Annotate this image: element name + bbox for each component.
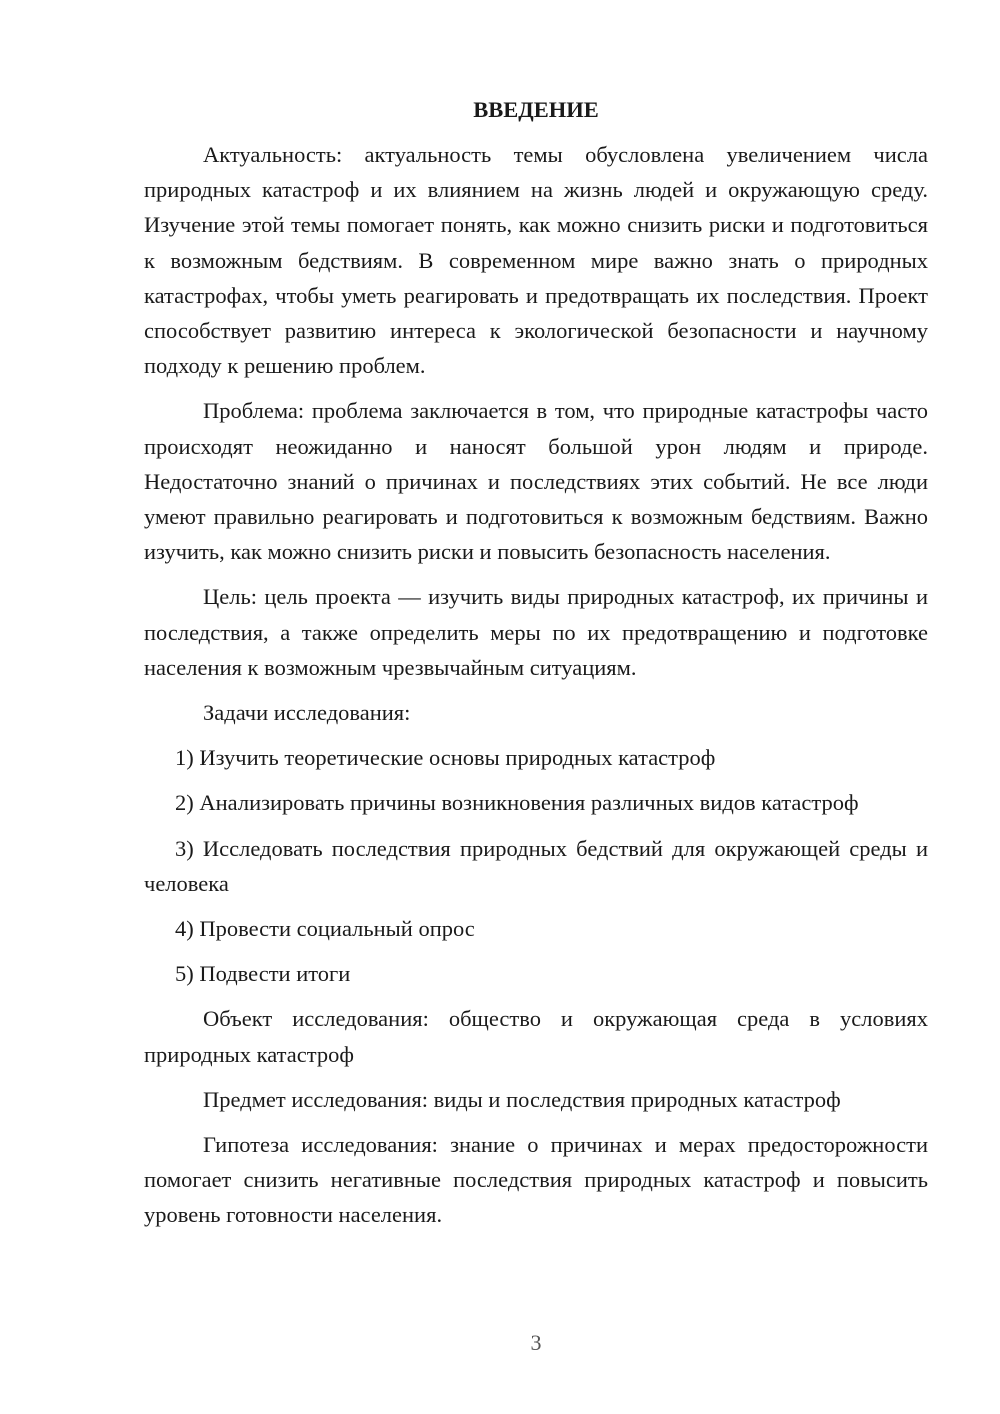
page-number: 3 [530,1330,542,1355]
task-item-1: 1) Изучить теоретические основы природных катастроф [175,745,716,771]
problem-paragraph: Проблема: проблема заключается в том, что природные катастрофы часто происходят неожиданно и наносят большой урон людям и природе. Недостаточно знаний о причинах и последствиях этих событий. Не все люди умеют правильно реагировать и подготовиться к возможным бедствиям. Важно изучить, как можно снизить риски и повысить безопасность населения. [144,398,928,565]
task-item-4: 4) Провести социальный опрос [175,916,475,942]
task-item-2: 2) Анализировать причины возникновения различных видов катастроф [175,790,859,816]
task-item-3: 3) Исследовать последствия природных бедствий для окружающей среды и человека [144,835,928,896]
hypothesis-paragraph: Гипотеза исследования: знание о причинах и мерах предосторожности помогает снизить негативные последствия природных катастроф и повысить уровень готовности населения. [144,1132,928,1228]
task-item-5: 5) Подвести итоги [175,961,351,987]
object-paragraph: Объект исследования: общество и окружающая среда в условиях природных катастроф [144,1006,928,1067]
goal-paragraph: Цель: цель проекта — изучить виды природных катастроф, их причины и последствия, а также определить меры по их предотвращению и подготовке населения к возможным чрезвычайным ситуациям. [144,584,928,680]
subject-paragraph: Предмет исследования: виды и последствия природных катастроф [203,1086,841,1112]
tasks-heading: Задачи исследования: [203,700,411,726]
section-heading: ВВЕДЕНИЕ [473,97,599,122]
relevance-paragraph: Актуальность: актуальность темы обусловлена увеличением числа природных катастроф и их влиянием на жизнь людей и окружающую среду. Изучение этой темы помогает понять, как можно снизить риски и подготовиться к возможным бедствиям. В современном мире важно знать о природных катастрофах, чтобы уметь реагировать и предотвращать их последствия. Проект способствует развитию интереса к экологической безопасности и научному подходу к решению проблем. [144,142,928,379]
document-body [144,92,928,1243]
